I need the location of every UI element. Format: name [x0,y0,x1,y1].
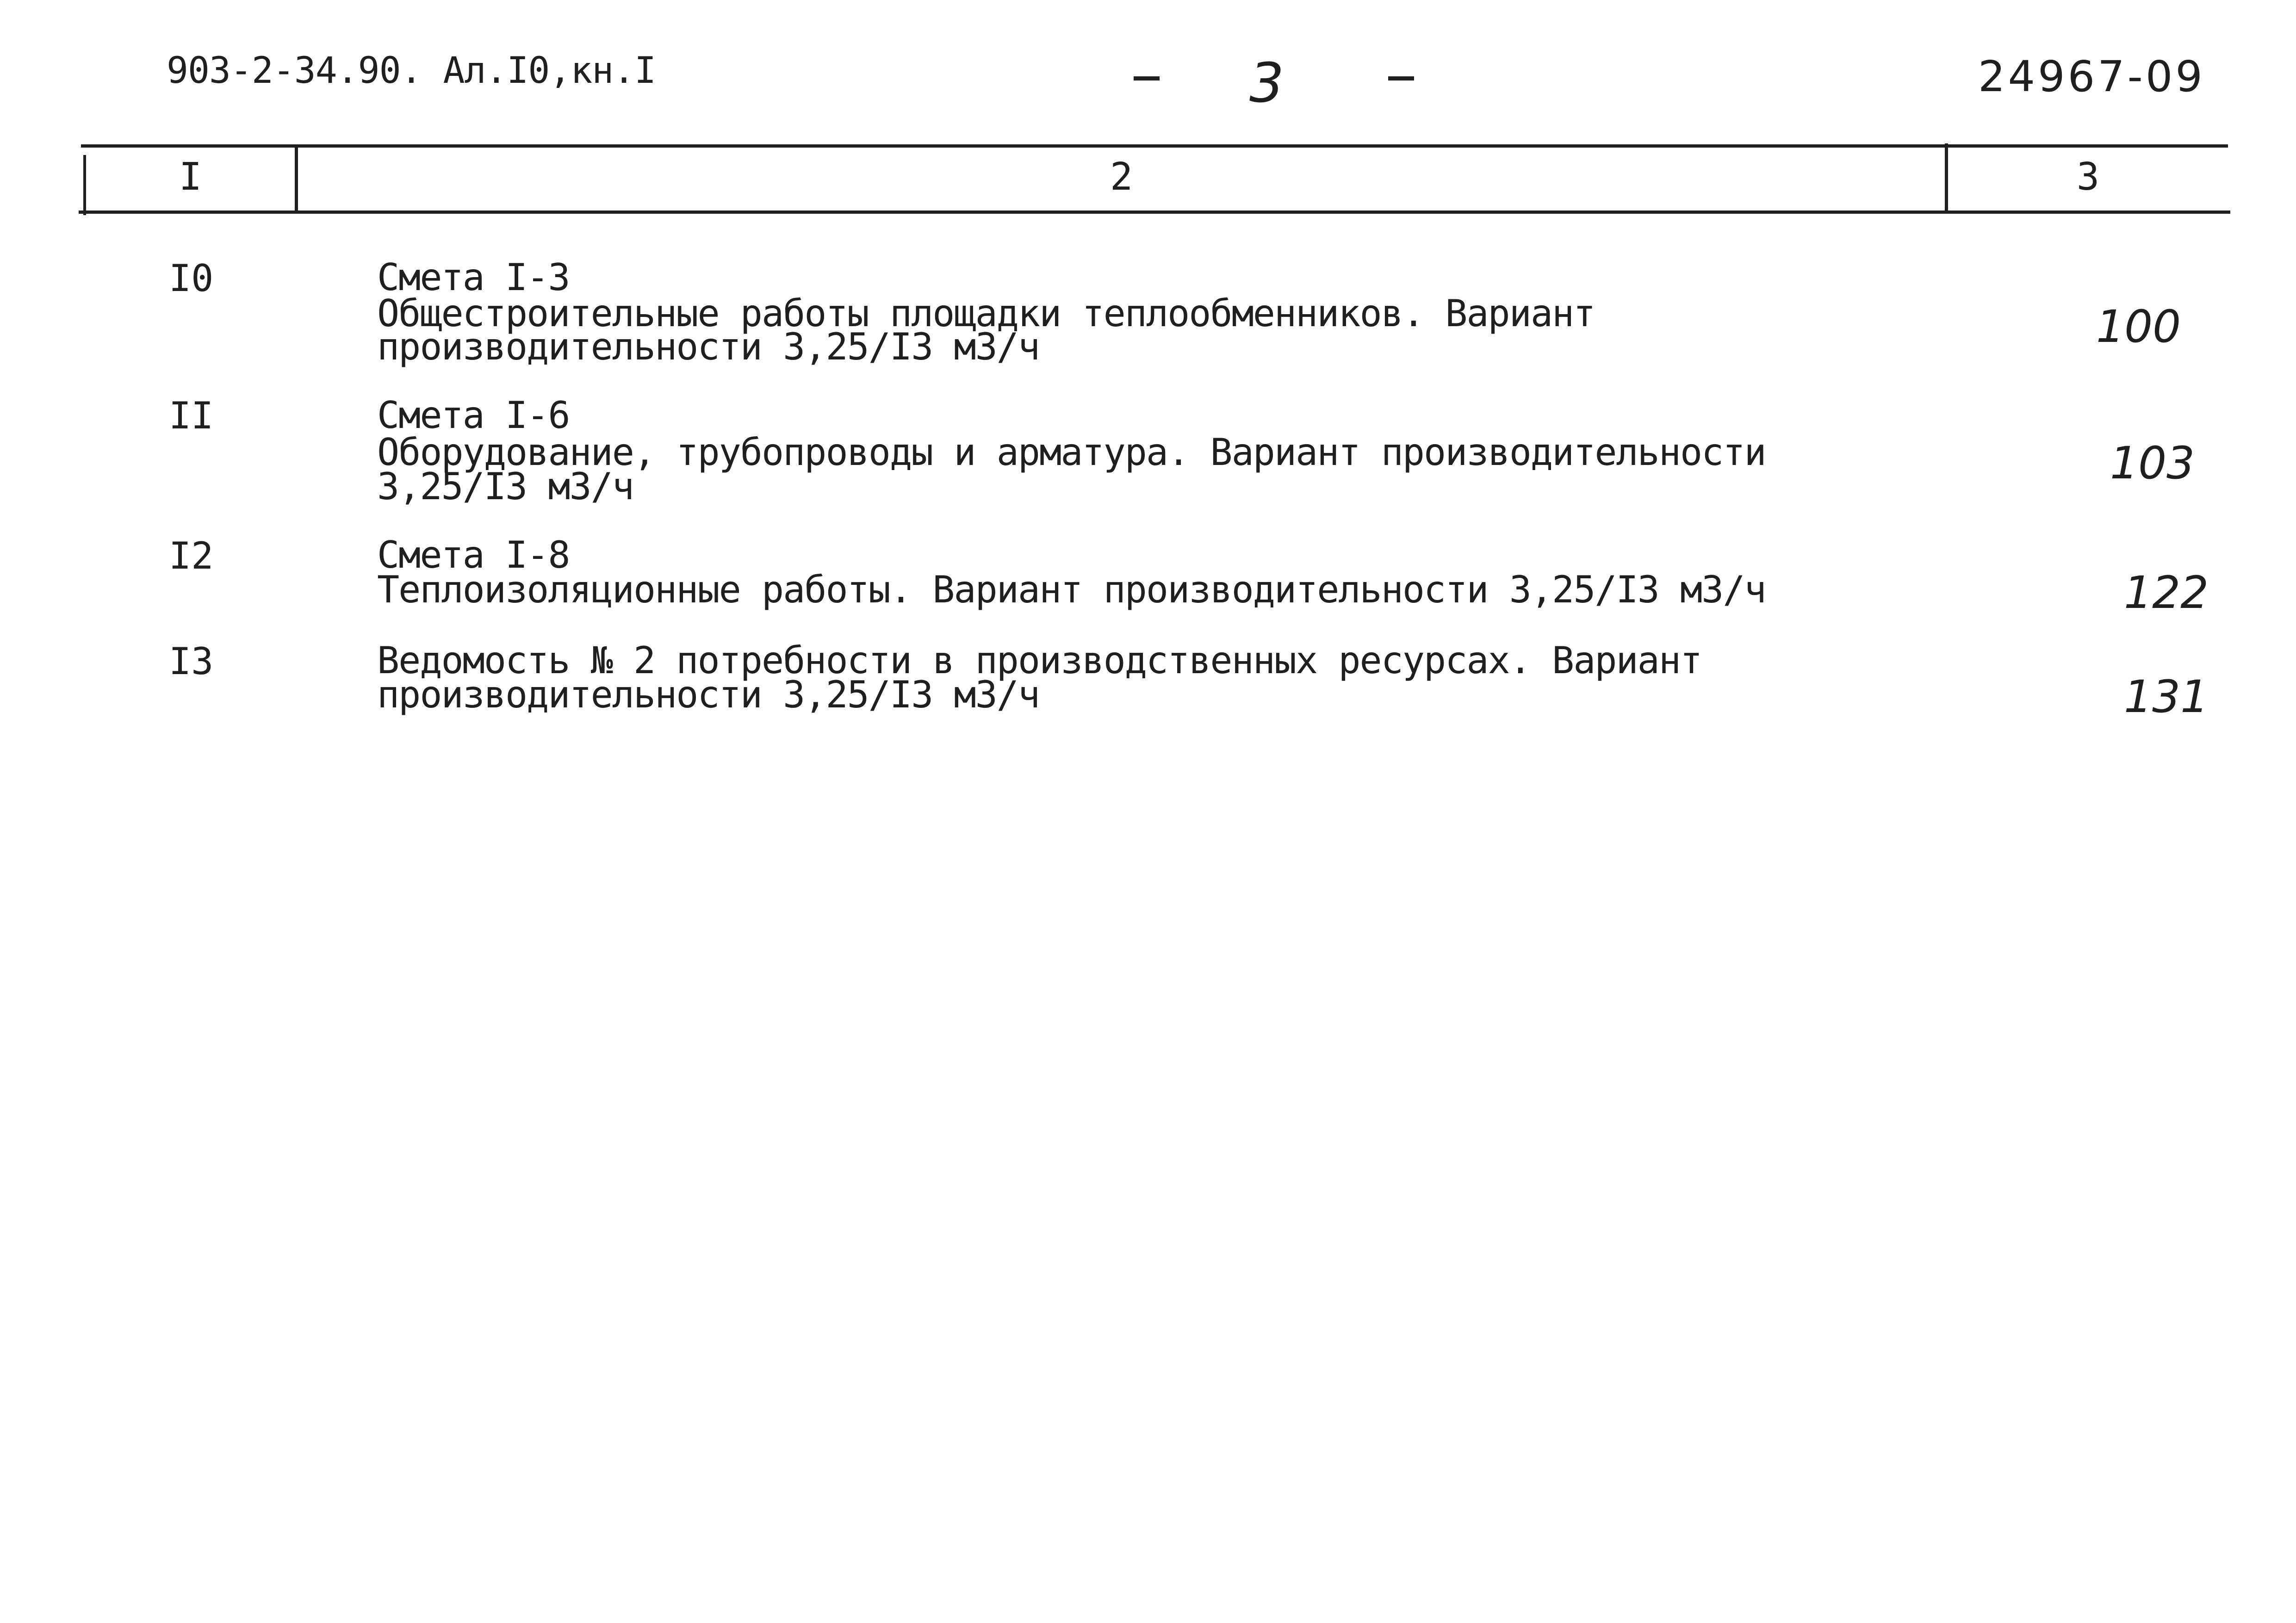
row-number-10: I0 [169,257,214,300]
row-11-page: 103 [2110,437,2195,489]
row-12-line-1: Смета I-8 [377,533,570,576]
row-10-page: 100 [2096,301,2181,353]
table-header-bottom-rule [79,211,2230,214]
row-number-12: I2 [169,534,214,577]
document-code: 903-2-34.90. Ал.I0,кн.I [167,50,656,92]
row-10-line-2: Общестроительные работы площадки теплообменников. Вариант [377,292,1595,335]
row-12-line-2: Теплоизоляционные работы. Вариант производительности 3,25/I3 м3/ч [377,568,1766,611]
row-number-11: II [169,394,214,437]
row-11-line-3: 3,25/I3 м3/ч [377,465,633,508]
page-number: 3 [1249,51,1285,115]
row-13-page: 131 [2124,671,2209,723]
column-header-page: 3 [2076,155,2100,199]
table-header-top-rule [81,144,2228,148]
column-header-title: 2 [1110,155,1133,199]
row-13-line-2: производительности 3,25/I3 м3/ч [377,673,1040,716]
column-header-number: I [179,155,202,199]
row-11-line-2: Оборудование, трубопроводы и арматура. Вариант производительности [377,431,1766,474]
row-13-line-1: Ведомость № 2 потребности в производственных ресурсах. Вариант [377,639,1702,682]
page-number-dash-left [1134,76,1160,81]
row-11-line-1: Смета I-6 [377,394,570,437]
sheet-id: 24967-09 [1978,52,2205,101]
row-10-line-3: производительности 3,25/I3 м3/ч [377,325,1040,368]
table-column-divider-2 [1945,143,1948,213]
page-number-dash-right [1388,76,1414,81]
table-column-divider-1 [295,147,298,213]
row-12-page: 122 [2124,567,2209,619]
row-10-line-1: Смета I-3 [377,256,570,299]
row-number-13: I3 [169,640,214,683]
